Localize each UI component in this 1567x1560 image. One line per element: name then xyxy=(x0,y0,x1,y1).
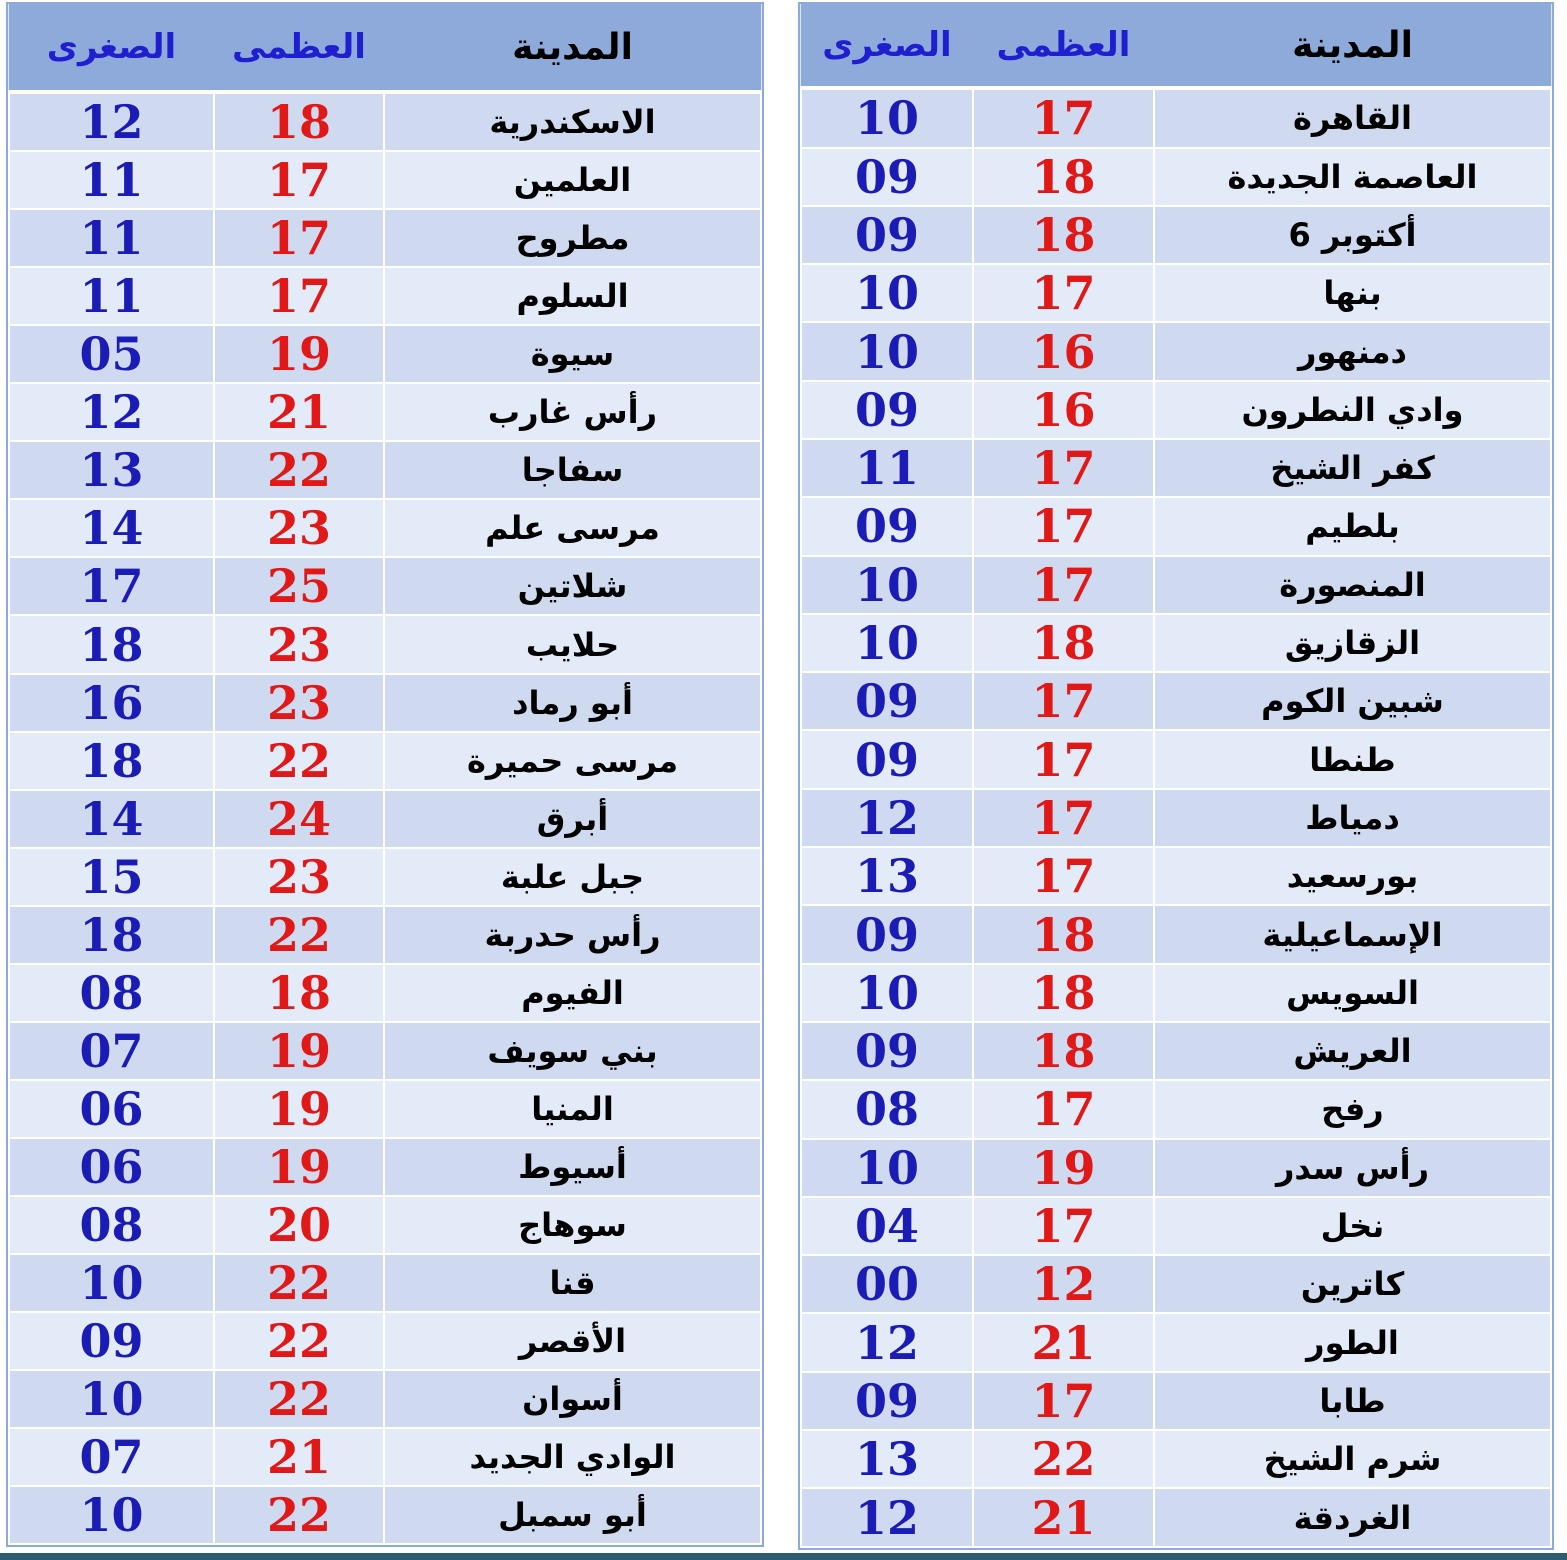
min-temp-cell: 00 xyxy=(801,1255,973,1313)
city-name-cell: دمياط xyxy=(1154,789,1551,847)
max-temp-cell: 21 xyxy=(973,1313,1154,1371)
city-name-cell: حلايب xyxy=(384,615,761,673)
min-temp-cell: 10 xyxy=(801,88,973,148)
table-row xyxy=(9,615,761,673)
table-row xyxy=(9,674,761,732)
max-temp-cell: 23 xyxy=(214,674,384,732)
city-name-cell: كفر الشيخ xyxy=(1154,439,1551,497)
city-name-cell: السويس xyxy=(1154,964,1551,1022)
min-temp-cell: 09 xyxy=(801,905,973,963)
min-temp-cell: 07 xyxy=(9,1022,214,1080)
min-temp-cell: 04 xyxy=(801,1197,973,1255)
max-temp-cell: 17 xyxy=(973,672,1154,730)
min-temp-cell: 18 xyxy=(9,906,214,964)
max-temp-cell: 21 xyxy=(214,383,384,441)
left-header-city: المدينة xyxy=(384,4,761,92)
table-row xyxy=(9,1022,761,1080)
min-temp-cell: 08 xyxy=(801,1080,973,1138)
max-temp-cell: 17 xyxy=(973,1080,1154,1138)
city-name-cell: أبرق xyxy=(384,790,761,848)
table-row xyxy=(9,1312,761,1370)
max-temp-cell: 17 xyxy=(973,1197,1154,1255)
min-temp-cell: 12 xyxy=(9,92,214,151)
min-temp-cell: 08 xyxy=(9,964,214,1022)
min-temp-cell: 17 xyxy=(9,557,214,615)
min-temp-cell: 11 xyxy=(9,209,214,267)
table-row xyxy=(801,206,1551,264)
min-temp-cell: 09 xyxy=(9,1312,214,1370)
right-header-min: الصغرى xyxy=(801,4,973,88)
min-temp-cell: 09 xyxy=(801,672,973,730)
min-temp-cell: 12 xyxy=(9,383,214,441)
min-temp-cell: 10 xyxy=(801,1139,973,1197)
right-temperature-table-panel xyxy=(798,2,1554,1550)
city-name-cell: بنها xyxy=(1154,264,1551,322)
min-temp-cell: 16 xyxy=(9,674,214,732)
city-name-cell: الاسكندرية xyxy=(384,92,761,151)
min-temp-cell: 09 xyxy=(801,497,973,555)
max-temp-cell: 18 xyxy=(973,1022,1154,1080)
right-table-body xyxy=(801,88,1551,1547)
min-temp-cell: 10 xyxy=(801,264,973,322)
max-temp-cell: 22 xyxy=(214,1370,384,1428)
table-row xyxy=(9,964,761,1022)
city-name-cell: أبو رماد xyxy=(384,674,761,732)
city-name-cell: مرسى حميرة xyxy=(384,732,761,790)
table-row xyxy=(801,1313,1551,1371)
min-temp-cell: 11 xyxy=(9,151,214,209)
min-temp-cell: 18 xyxy=(9,615,214,673)
table-row xyxy=(801,905,1551,963)
city-name-cell: رأس غارب xyxy=(384,383,761,441)
max-temp-cell: 17 xyxy=(973,1372,1154,1430)
min-temp-cell: 13 xyxy=(9,441,214,499)
city-name-cell: المنيا xyxy=(384,1080,761,1138)
table-row xyxy=(801,497,1551,555)
table-row xyxy=(9,1428,761,1486)
max-temp-cell: 17 xyxy=(973,730,1154,788)
table-row xyxy=(9,92,761,151)
city-name-cell: مطروح xyxy=(384,209,761,267)
city-name-cell: رفح xyxy=(1154,1080,1551,1138)
min-temp-cell: 15 xyxy=(9,848,214,906)
table-row xyxy=(9,325,761,383)
city-name-cell: بلطيم xyxy=(1154,497,1551,555)
min-temp-cell: 10 xyxy=(9,1370,214,1428)
max-temp-cell: 18 xyxy=(973,964,1154,1022)
max-temp-cell: 23 xyxy=(214,499,384,557)
city-name-cell: قنا xyxy=(384,1254,761,1312)
max-temp-cell: 17 xyxy=(214,267,384,325)
table-row xyxy=(801,88,1551,148)
city-name-cell: السلوم xyxy=(384,267,761,325)
table-row xyxy=(801,1488,1551,1547)
min-temp-cell: 09 xyxy=(801,1022,973,1080)
min-temp-cell: 12 xyxy=(801,1488,973,1547)
table-row xyxy=(9,557,761,615)
city-name-cell: بورسعيد xyxy=(1154,847,1551,905)
max-temp-cell: 18 xyxy=(973,905,1154,963)
min-temp-cell: 10 xyxy=(801,322,973,380)
min-temp-cell: 08 xyxy=(9,1196,214,1254)
min-temp-cell: 13 xyxy=(801,847,973,905)
min-temp-cell: 10 xyxy=(801,614,973,672)
min-temp-cell: 09 xyxy=(801,206,973,264)
table-row xyxy=(801,1430,1551,1488)
max-temp-cell: 22 xyxy=(214,906,384,964)
right-temperature-table xyxy=(800,4,1552,1548)
table-row xyxy=(801,672,1551,730)
city-name-cell: بني سويف xyxy=(384,1022,761,1080)
city-name-cell: الزقازيق xyxy=(1154,614,1551,672)
table-row xyxy=(9,1254,761,1312)
max-temp-cell: 17 xyxy=(973,439,1154,497)
max-temp-cell: 22 xyxy=(214,441,384,499)
right-table-header-row xyxy=(801,4,1551,88)
table-row xyxy=(801,964,1551,1022)
max-temp-cell: 18 xyxy=(973,206,1154,264)
min-temp-cell: 13 xyxy=(801,1430,973,1488)
max-temp-cell: 17 xyxy=(973,847,1154,905)
min-temp-cell: 07 xyxy=(9,1428,214,1486)
table-row xyxy=(801,439,1551,497)
table-row xyxy=(9,1486,761,1544)
max-temp-cell: 18 xyxy=(973,148,1154,206)
max-temp-cell: 17 xyxy=(973,88,1154,148)
min-temp-cell: 14 xyxy=(9,790,214,848)
left-table-header-row xyxy=(9,4,761,92)
max-temp-cell: 16 xyxy=(973,381,1154,439)
min-temp-cell: 11 xyxy=(9,267,214,325)
min-temp-cell: 14 xyxy=(9,499,214,557)
min-temp-cell: 10 xyxy=(9,1486,214,1544)
min-temp-cell: 11 xyxy=(801,439,973,497)
max-temp-cell: 19 xyxy=(214,1138,384,1196)
table-row xyxy=(801,1080,1551,1138)
min-temp-cell: 09 xyxy=(801,730,973,788)
max-temp-cell: 17 xyxy=(973,264,1154,322)
min-temp-cell: 12 xyxy=(801,789,973,847)
max-temp-cell: 25 xyxy=(214,557,384,615)
max-temp-cell: 19 xyxy=(973,1139,1154,1197)
city-name-cell: مرسى علم xyxy=(384,499,761,557)
max-temp-cell: 22 xyxy=(973,1430,1154,1488)
right-header-city: المدينة xyxy=(1154,4,1551,88)
city-name-cell: سفاجا xyxy=(384,441,761,499)
min-temp-cell: 18 xyxy=(9,732,214,790)
city-name-cell: جبل علبة xyxy=(384,848,761,906)
left-temperature-table xyxy=(8,4,762,1545)
min-temp-cell: 09 xyxy=(801,148,973,206)
left-table-body xyxy=(9,92,761,1544)
table-row xyxy=(9,151,761,209)
table-row xyxy=(9,906,761,964)
city-name-cell: أسيوط xyxy=(384,1138,761,1196)
max-temp-cell: 19 xyxy=(214,1022,384,1080)
min-temp-cell: 10 xyxy=(801,964,973,1022)
bottom-border-bar xyxy=(0,1553,1567,1560)
min-temp-cell: 10 xyxy=(801,556,973,614)
table-row xyxy=(9,441,761,499)
min-temp-cell: 10 xyxy=(9,1254,214,1312)
table-row xyxy=(801,1139,1551,1197)
city-name-cell: نخل xyxy=(1154,1197,1551,1255)
table-row xyxy=(9,1080,761,1138)
max-temp-cell: 23 xyxy=(214,848,384,906)
max-temp-cell: 22 xyxy=(214,1254,384,1312)
max-temp-cell: 18 xyxy=(973,614,1154,672)
table-row xyxy=(9,1196,761,1254)
city-name-cell: سيوة xyxy=(384,325,761,383)
min-temp-cell: 06 xyxy=(9,1138,214,1196)
city-name-cell: العاصمة الجديدة xyxy=(1154,148,1551,206)
max-temp-cell: 19 xyxy=(214,1080,384,1138)
max-temp-cell: 17 xyxy=(973,789,1154,847)
city-name-cell: القاهرة xyxy=(1154,88,1551,148)
city-name-cell: رأس حدربة xyxy=(384,906,761,964)
table-row xyxy=(801,847,1551,905)
max-temp-cell: 20 xyxy=(214,1196,384,1254)
table-row xyxy=(9,790,761,848)
max-temp-cell: 18 xyxy=(214,92,384,151)
table-row xyxy=(801,1372,1551,1430)
max-temp-cell: 24 xyxy=(214,790,384,848)
city-name-cell: المنصورة xyxy=(1154,556,1551,614)
table-row xyxy=(9,209,761,267)
table-row xyxy=(801,730,1551,788)
city-name-cell: الطور xyxy=(1154,1313,1551,1371)
city-name-cell: الغردقة xyxy=(1154,1488,1551,1547)
max-temp-cell: 22 xyxy=(214,1312,384,1370)
city-name-cell: رأس سدر xyxy=(1154,1139,1551,1197)
min-temp-cell: 12 xyxy=(801,1313,973,1371)
city-name-cell: دمنهور xyxy=(1154,322,1551,380)
max-temp-cell: 22 xyxy=(214,1486,384,1544)
table-row xyxy=(801,148,1551,206)
table-row xyxy=(9,1370,761,1428)
max-temp-cell: 17 xyxy=(214,209,384,267)
table-row xyxy=(9,383,761,441)
city-name-cell: أسوان xyxy=(384,1370,761,1428)
table-row xyxy=(801,556,1551,614)
table-row xyxy=(9,848,761,906)
max-temp-cell: 21 xyxy=(973,1488,1154,1547)
city-name-cell: وادي النطرون xyxy=(1154,381,1551,439)
city-name-cell: شبين الكوم xyxy=(1154,672,1551,730)
city-name-cell: الفيوم xyxy=(384,964,761,1022)
max-temp-cell: 23 xyxy=(214,615,384,673)
table-row xyxy=(9,732,761,790)
max-temp-cell: 17 xyxy=(214,151,384,209)
city-name-cell: العلمين xyxy=(384,151,761,209)
city-name-cell: أبو سمبل xyxy=(384,1486,761,1544)
table-row xyxy=(801,1197,1551,1255)
city-name-cell: طابا xyxy=(1154,1372,1551,1430)
right-header-max: العظمى xyxy=(973,4,1154,88)
city-name-cell: الإسماعيلية xyxy=(1154,905,1551,963)
city-name-cell: كاترين xyxy=(1154,1255,1551,1313)
min-temp-cell: 05 xyxy=(9,325,214,383)
min-temp-cell: 06 xyxy=(9,1080,214,1138)
max-temp-cell: 17 xyxy=(973,497,1154,555)
max-temp-cell: 12 xyxy=(973,1255,1154,1313)
table-row xyxy=(9,1138,761,1196)
table-row xyxy=(801,322,1551,380)
city-name-cell: الأقصر xyxy=(384,1312,761,1370)
max-temp-cell: 18 xyxy=(214,964,384,1022)
max-temp-cell: 21 xyxy=(214,1428,384,1486)
table-row xyxy=(801,1022,1551,1080)
table-row xyxy=(801,381,1551,439)
table-row xyxy=(801,614,1551,672)
table-row xyxy=(9,267,761,325)
city-name-cell: شرم الشيخ xyxy=(1154,1430,1551,1488)
city-name-cell: طنطا xyxy=(1154,730,1551,788)
max-temp-cell: 16 xyxy=(973,322,1154,380)
left-header-max: العظمى xyxy=(214,4,384,92)
city-name-cell: سوهاج xyxy=(384,1196,761,1254)
table-row xyxy=(801,264,1551,322)
min-temp-cell: 09 xyxy=(801,1372,973,1430)
city-name-cell: الوادي الجديد xyxy=(384,1428,761,1486)
city-name-cell: 6 أكتوبر xyxy=(1154,206,1551,264)
max-temp-cell: 22 xyxy=(214,732,384,790)
max-temp-cell: 19 xyxy=(214,325,384,383)
table-row xyxy=(801,789,1551,847)
city-name-cell: شلاتين xyxy=(384,557,761,615)
table-row xyxy=(9,499,761,557)
min-temp-cell: 09 xyxy=(801,381,973,439)
left-header-min: الصغرى xyxy=(9,4,214,92)
table-row xyxy=(801,1255,1551,1313)
city-name-cell: العريش xyxy=(1154,1022,1551,1080)
left-temperature-table-panel xyxy=(6,2,764,1547)
max-temp-cell: 17 xyxy=(973,556,1154,614)
